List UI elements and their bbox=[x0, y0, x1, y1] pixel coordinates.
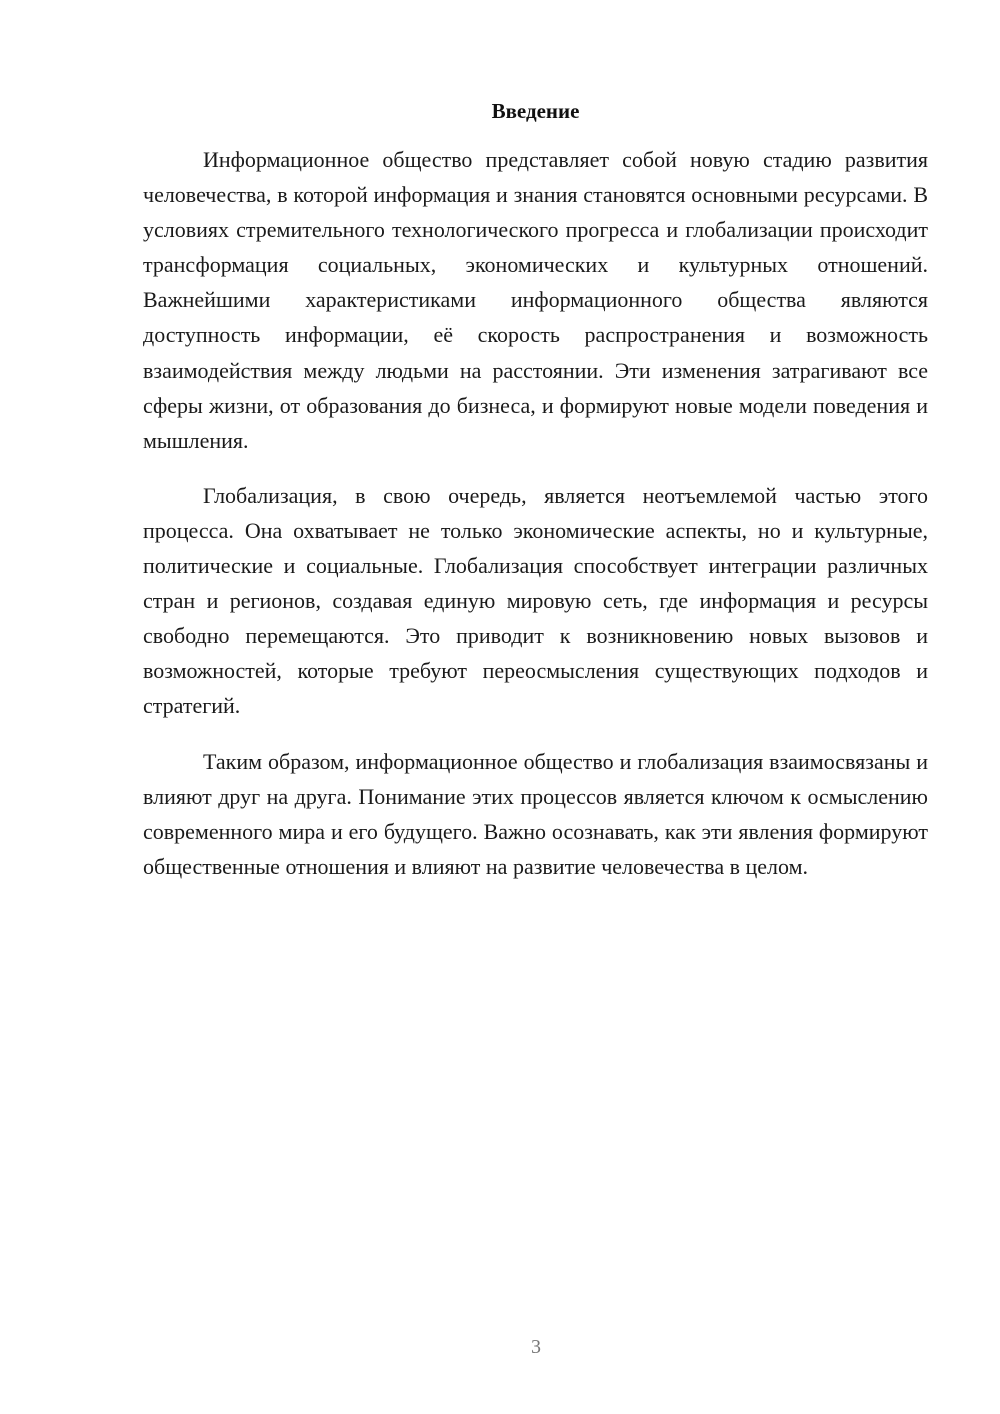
paragraph-globalization: Глобализация, в свою очередь, является неотъемлемой частью этого процесса. Она охватывает не только экономические аспекты, но и культурные, политические и социальные. Глобализация способствует интеграции различных стран и регионов, создавая единую мировую сеть, где информация и ресурсы свободно перемещаются. Это приводит к возникновению новых вызовов и возможностей, которые требуют переосмысления существующих подходов и стратегий. bbox=[143, 482, 928, 719]
paragraph-conclusion: Таким образом, информационное общество и глобализация взаимосвязаны и влияют друг на друга. Понимание этих процессов является ключом к осмыслению современного мира и его будущего. Важно осознавать, как эти явления формируют общественные отношения и влияют на развитие человечества в целом. bbox=[143, 748, 928, 879]
body-text bbox=[143, 142, 928, 904]
section-title: Введение bbox=[491, 99, 580, 123]
page-number: 3 bbox=[531, 1336, 541, 1358]
paragraph-intro: Информационное общество представляет собой новую стадию развития человечества, в которой информация и знания становятся основными ресурсами. В условиях стремительного технологического прогресса и глобализации происходит трансформация социальных, экономических и культурных отношений. Важнейшими характеристиками информационного общества являются доступность информации, её скорость распространения и возможность взаимодействия между людьми на расстоянии. Эти изменения затрагивают все сферы жизни, от образования до бизнеса, и формируют новые модели поведения и мышления. bbox=[143, 147, 928, 453]
